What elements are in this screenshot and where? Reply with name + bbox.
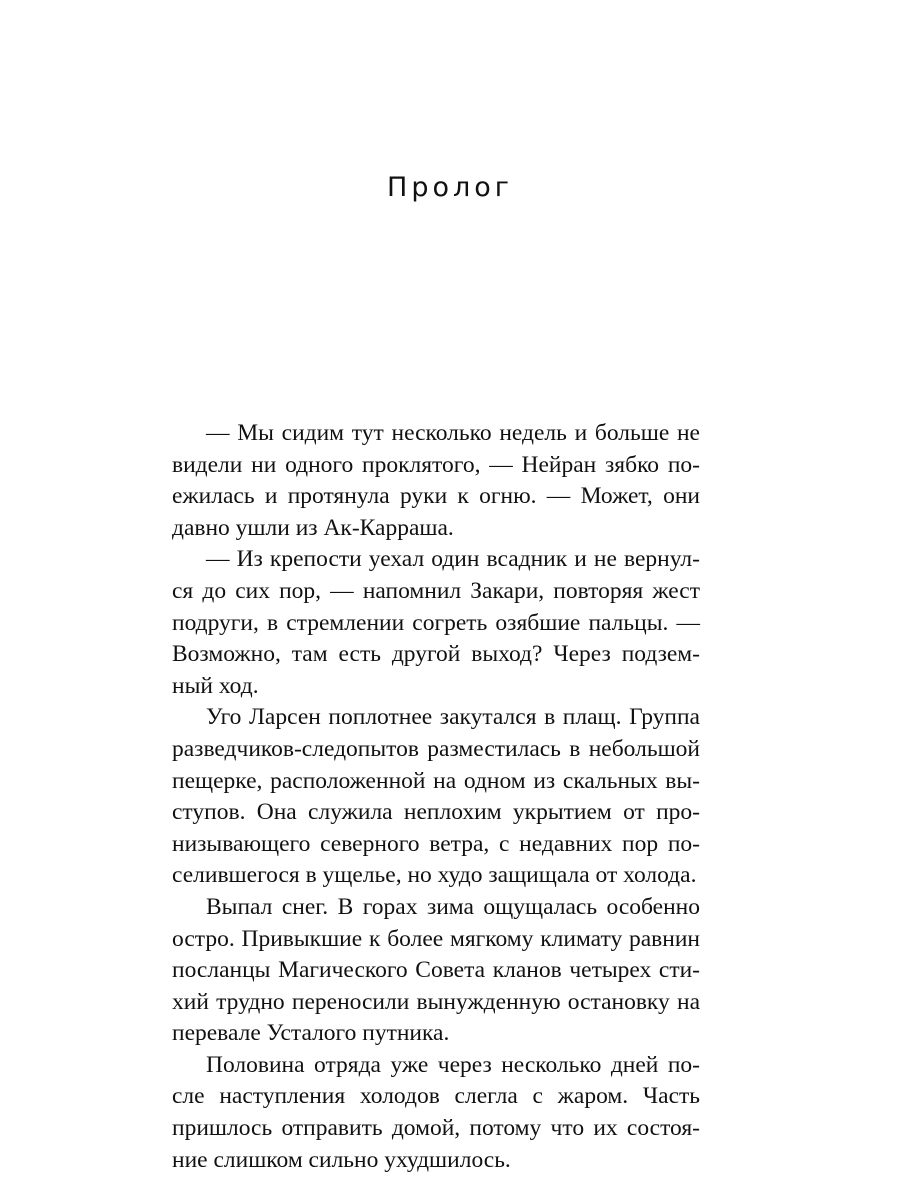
paragraph — [172, 892, 700, 1050]
text-line: перевале Усталого путника. — [172, 1020, 450, 1047]
chapter-title: Пролог — [387, 172, 513, 203]
text-line: — Мы сидим тут несколько недель и больше не — [206, 420, 700, 446]
body-text — [172, 418, 700, 1176]
text-line: сле наступления холодов слегла с жаром. Часть — [172, 1083, 700, 1110]
text-line: остро. Привыкшие к более мягкому климату равнин — [172, 925, 700, 952]
text-line: хий трудно переносили вынужденную остановку на — [172, 988, 700, 1015]
text-line: ние слишком сильно ухудшилось. — [172, 1146, 511, 1173]
text-line: Уго Ларсен поплотнее закутался в плащ. Группа — [206, 704, 700, 731]
text-line: посланцы Магического Совета кланов четырех сти- — [172, 957, 700, 984]
paragraph — [172, 702, 700, 892]
text-line: ся до сих пор, — напомнил Закари, повторяя жест — [172, 577, 700, 604]
text-line: давно ушли из Ак-Карраша. — [172, 514, 454, 541]
text-line: видели ни одного проклятого, — Нейран зябко по- — [172, 451, 700, 478]
text-line: Половина отряда уже через несколько дней по- — [206, 1051, 700, 1078]
text-line: селившегося в ущелье, но худо защищала от холода. — [172, 862, 697, 889]
text-line: ступов. Она служила неплохим укрытием от про- — [172, 799, 700, 826]
text-line: ный ход. — [172, 672, 259, 699]
text-line: разведчиков-следопытов разместилась в небольшой — [172, 735, 700, 762]
text-line: ежилась и протянула руки к огню. — Может, они — [172, 483, 700, 510]
text-line: — Из крепости уехал один всадник и не вернул- — [206, 546, 700, 573]
paragraph — [172, 418, 700, 544]
paragraph — [172, 1050, 700, 1176]
text-line: пещерке, расположенной на одном из скальных вы- — [172, 767, 700, 794]
text-line: пришлось отправить домой, потому что их состоя- — [172, 1115, 700, 1142]
paragraph — [172, 544, 700, 702]
text-line: подруги, в стремлении согреть озябшие пальцы. — — [172, 609, 700, 636]
text-line: Возможно, там есть другой выход? Через подзем- — [172, 641, 700, 668]
text-line: низывающего северного ветра, с недавних пор по- — [172, 830, 700, 857]
text-line: Выпал снег. В горах зима ощущалась особенно — [206, 893, 700, 920]
